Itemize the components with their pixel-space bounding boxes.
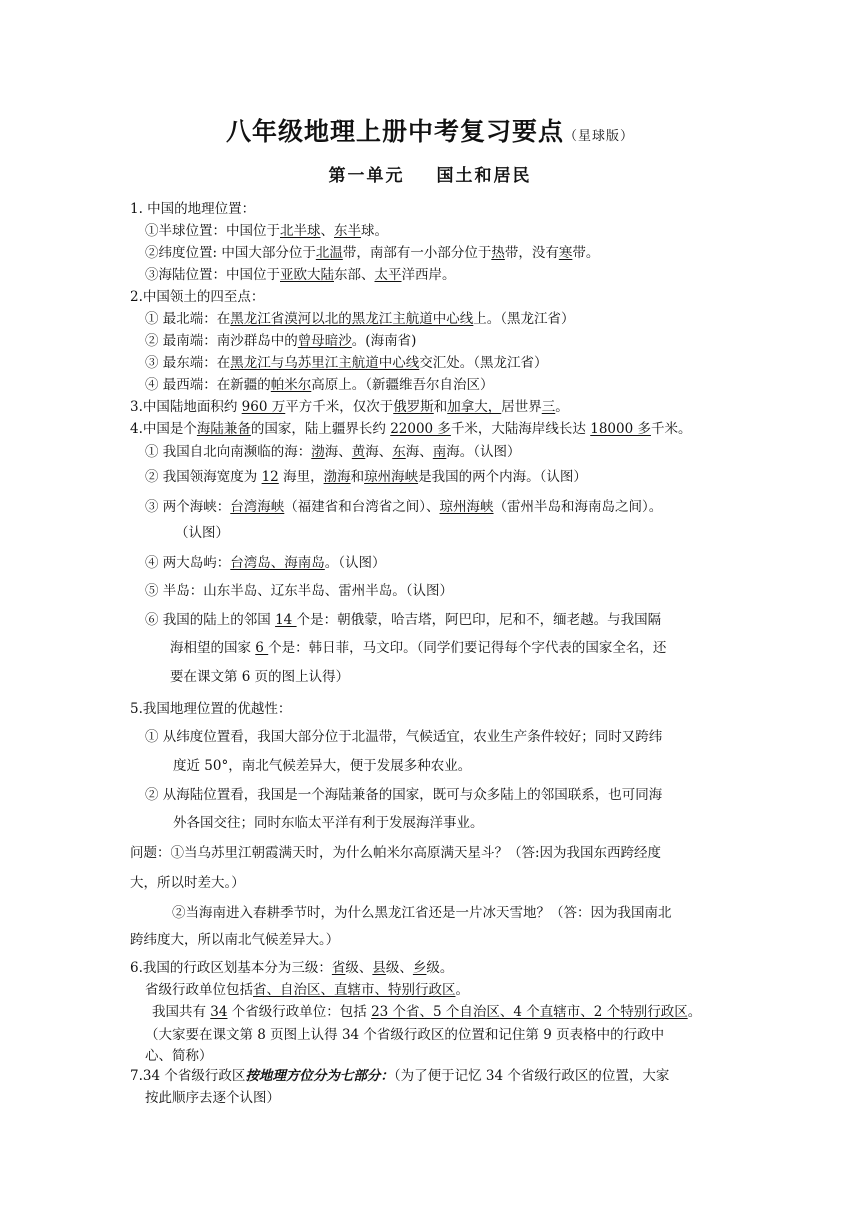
underlined-term: 黑龙江与乌苏里江主航道中心线: [230, 355, 420, 371]
line-text: ①半球位置：中国位于: [145, 223, 280, 239]
line-text: 。（认图）: [324, 555, 386, 571]
line-text: （雷州半岛和海南岛之间）。: [493, 499, 663, 515]
line-text: 千米，大陆海岸线长达: [450, 421, 591, 437]
underlined-term: 加拿大，: [447, 399, 502, 415]
line-text: 省级行政单位包括: [145, 982, 253, 998]
line-text: 交汇处。（黑龙江省）: [419, 355, 548, 371]
line-text: 大，所以时差大。）: [130, 875, 245, 891]
line-text: 带，没有: [504, 245, 559, 261]
line-text: ②纬度位置: 中国大部分位于: [145, 245, 316, 261]
line-text: 要在课文第 6 页的图上认得）: [170, 669, 350, 685]
line-text: 个是：韩日菲，马文印。（同学们要记得每个字代表的国家全名，还: [268, 640, 667, 656]
unit-heading: [0, 161, 860, 186]
line-text: 。: [555, 399, 569, 415]
line-text: 7.34 个省级行政区: [130, 1068, 246, 1084]
line-text: 。(海南省): [351, 333, 417, 349]
line-text: ⑤ 半岛：山东半岛、辽东半岛、雷州半岛。（认图）: [145, 583, 454, 599]
line-text: 个是：朝俄蒙，哈吉塔，阿巴印，尼和不，缅老越。与我国隔: [296, 612, 662, 628]
line-text: 带。: [572, 245, 600, 261]
line-text: 。: [687, 1004, 702, 1020]
text-line: [145, 353, 548, 373]
line-text: 1. 中国的地理位置：: [130, 201, 256, 217]
underlined-term: 960 万: [241, 399, 286, 415]
line-text: 带，南部有一小部分位于: [342, 245, 492, 261]
line-text: 6.我国的行政区划基本分为三级：: [130, 960, 332, 976]
underlined-term: 北温: [315, 245, 343, 261]
line-text: 海里，: [278, 469, 324, 485]
line-text: 跨纬度大，所以南北气候差异大。）: [130, 932, 340, 948]
line-text: ⑥ 我国的陆上的邻国: [145, 612, 276, 628]
text-line: [145, 785, 662, 805]
line-text: ② 我国领海宽度为: [145, 469, 262, 485]
text-line: [145, 497, 662, 517]
line-text: 级、: [385, 960, 413, 976]
underlined-term: 黑龙江省漠河以北的黑龙江主航道中心线: [230, 311, 474, 327]
text-line: [173, 756, 471, 776]
document-title: [0, 112, 860, 148]
text-line: [173, 813, 484, 833]
line-text: 海、: [324, 444, 352, 460]
underlined-term: 黄: [351, 444, 366, 460]
line-text: 海。（认图）: [446, 444, 521, 460]
text-line: [145, 581, 453, 601]
underlined-term: 县: [372, 960, 386, 976]
underlined-term: 12: [261, 469, 279, 485]
line-text: ②当海南进入春耕季节时，为什么黑龙江省还是一片冰天雪地？（答：因为我国南北: [172, 905, 672, 921]
text-line: [172, 903, 672, 923]
line-text: 2.中国领土的四至点：: [130, 289, 265, 305]
underlined-term: 省、自治区、直辖市、特别行政区: [253, 982, 456, 998]
text-line: [145, 1025, 664, 1045]
underlined-term: 乡: [412, 960, 427, 976]
underlined-term: 海陆兼备: [196, 421, 251, 437]
line-text: ① 我国自北向南濒临的海：: [145, 444, 312, 460]
line-text: 高原上。（新疆维吾尔自治区）: [311, 377, 494, 393]
text-line: [130, 287, 264, 307]
text-line: [145, 375, 494, 395]
underlined-term: 东: [392, 444, 406, 460]
line-text: 个省级行政单位：包括: [227, 1004, 372, 1020]
underlined-term: 寒: [558, 245, 573, 261]
line-text: ① 从纬度位置看，我国大部分位于北温带，气候适宜，农业生产条件较好；同时又跨纬: [145, 729, 663, 745]
line-text: （福建省和台湾省之间）、: [284, 499, 440, 515]
line-text: 平方千米，仅次于: [285, 399, 394, 415]
text-line: [170, 667, 349, 687]
underlined-term: 南: [432, 444, 447, 460]
line-text: ③ 最东端：在: [145, 355, 231, 371]
text-line: [145, 442, 521, 462]
line-text: 问题：①当乌苏里江朝霞满天时，为什么帕米尔高原满天星斗？（答:因为我国东西跨经度: [130, 845, 662, 861]
line-text: 5.我国地理位置的优越性：: [130, 701, 292, 717]
text-line: [130, 199, 255, 219]
title-suffix: （星球版）: [564, 129, 635, 144]
line-text: （认图）: [175, 525, 229, 541]
text-line: [145, 727, 662, 747]
line-text: 东部、: [334, 267, 375, 283]
underlined-term: 三: [541, 399, 556, 415]
underlined-term: 23 个省、5 个自治区、4 个直辖市、2 个特别行政区: [371, 1004, 688, 1020]
text-line: [145, 309, 575, 329]
line-text: 外各国交往；同时东临太平洋有利于发展海洋事业。: [173, 815, 484, 831]
underlined-term: 18000 多: [590, 421, 651, 437]
line-text: 海、: [365, 444, 393, 460]
text-line: [145, 1088, 280, 1108]
emphasis-text: 按地理方位分为七部分：: [245, 1068, 394, 1084]
line-text: 海相望的国家: [170, 640, 256, 656]
underlined-term: 琼州海峡: [364, 469, 419, 485]
text-line: [145, 221, 388, 241]
line-text: ② 从海陆位置看，我国是一个海陆兼备的国家，既可与众多陆上的邻国联系，也可同海: [145, 787, 663, 803]
text-line: [145, 980, 469, 1000]
text-line: [130, 873, 245, 893]
underlined-term: 太平: [374, 267, 402, 283]
underlined-term: 曾母暗沙: [297, 333, 352, 349]
line-text: 洋西岸。: [401, 267, 456, 283]
line-text: ③ 两个海峡：: [145, 499, 231, 515]
text-line: [130, 930, 339, 950]
line-text: 居世界: [501, 399, 542, 415]
line-text: 球。: [361, 223, 388, 239]
line-text: ② 最南端：南沙群岛中的: [145, 333, 298, 349]
underlined-term: 帕米尔: [270, 377, 312, 393]
text-line: [130, 397, 569, 417]
line-text: （为了便于记忆 34 个省级行政区的位置，大家: [393, 1068, 670, 1084]
text-line: [130, 419, 691, 439]
underlined-term: 14: [275, 612, 297, 628]
text-line: [145, 553, 386, 573]
line-text: 和: [433, 399, 448, 415]
underlined-term: 6: [255, 640, 269, 656]
text-line: [175, 523, 229, 543]
underlined-term: 台湾岛、海南岛: [230, 555, 325, 571]
line-text: 。: [455, 982, 469, 998]
underlined-term: 东半: [334, 223, 361, 239]
text-line: [152, 1002, 701, 1022]
text-line: [130, 699, 291, 719]
text-line: [145, 610, 661, 630]
line-text: 海、: [405, 444, 433, 460]
unit-number: 第一单元: [328, 166, 405, 186]
line-text: 按此顺序去逐个认图）: [145, 1090, 280, 1106]
unit-title: 国土和居民: [436, 166, 532, 186]
line-text: 是我国的两个内海。（认图）: [418, 469, 587, 485]
line-text: 级。: [426, 960, 454, 976]
underlined-term: 琼州海峡: [439, 499, 494, 515]
text-line: [130, 1066, 669, 1086]
title-text: 八年级地理上册中考复习要点: [225, 117, 564, 146]
line-text: （大家要在课文第 8 页图上认得 34 个省级行政区的位置和记住第 9 页表格中的行政中: [145, 1027, 665, 1043]
line-text: ④ 最西端：在新疆的: [145, 377, 271, 393]
text-line: [130, 843, 661, 863]
text-line: [145, 467, 587, 487]
text-line: [145, 1046, 213, 1066]
underlined-term: 热: [491, 245, 505, 261]
underlined-term: 台湾海峡: [230, 499, 285, 515]
line-text: 的国家，陆上疆界长约: [250, 421, 391, 437]
line-text: 心、简称）: [145, 1048, 213, 1064]
text-line: [145, 243, 599, 263]
line-text: 千米。: [650, 421, 692, 437]
underlined-term: 省: [331, 960, 346, 976]
line-text: 3.中国陆地面积约: [130, 399, 242, 415]
underlined-term: 亚欧大陆: [280, 267, 334, 283]
line-text: 4.中国是个: [130, 421, 197, 437]
underlined-term: 22000 多: [390, 421, 451, 437]
line-text: 我国共有: [152, 1004, 211, 1020]
underlined-term: 34: [210, 1004, 228, 1020]
line-text: 、: [320, 223, 334, 239]
line-text: 级、: [345, 960, 373, 976]
underlined-term: 北半球: [280, 223, 321, 239]
underlined-term: 渤海: [323, 469, 351, 485]
underlined-term: 渤: [311, 444, 325, 460]
text-line: [130, 958, 453, 978]
text-line: [145, 331, 416, 351]
underlined-term: 俄罗斯: [393, 399, 434, 415]
line-text: 上。（黑龙江省）: [473, 311, 575, 327]
line-text: ④ 两大岛屿：: [145, 555, 231, 571]
line-text: 和: [350, 469, 365, 485]
line-text: 度近 50°，南北气候差异大，便于发展多种农业。: [173, 758, 472, 774]
text-line: [145, 265, 456, 285]
line-text: ③海陆位置：中国位于: [145, 267, 280, 283]
line-text: ① 最北端：在: [145, 311, 231, 327]
text-line: [170, 638, 666, 658]
